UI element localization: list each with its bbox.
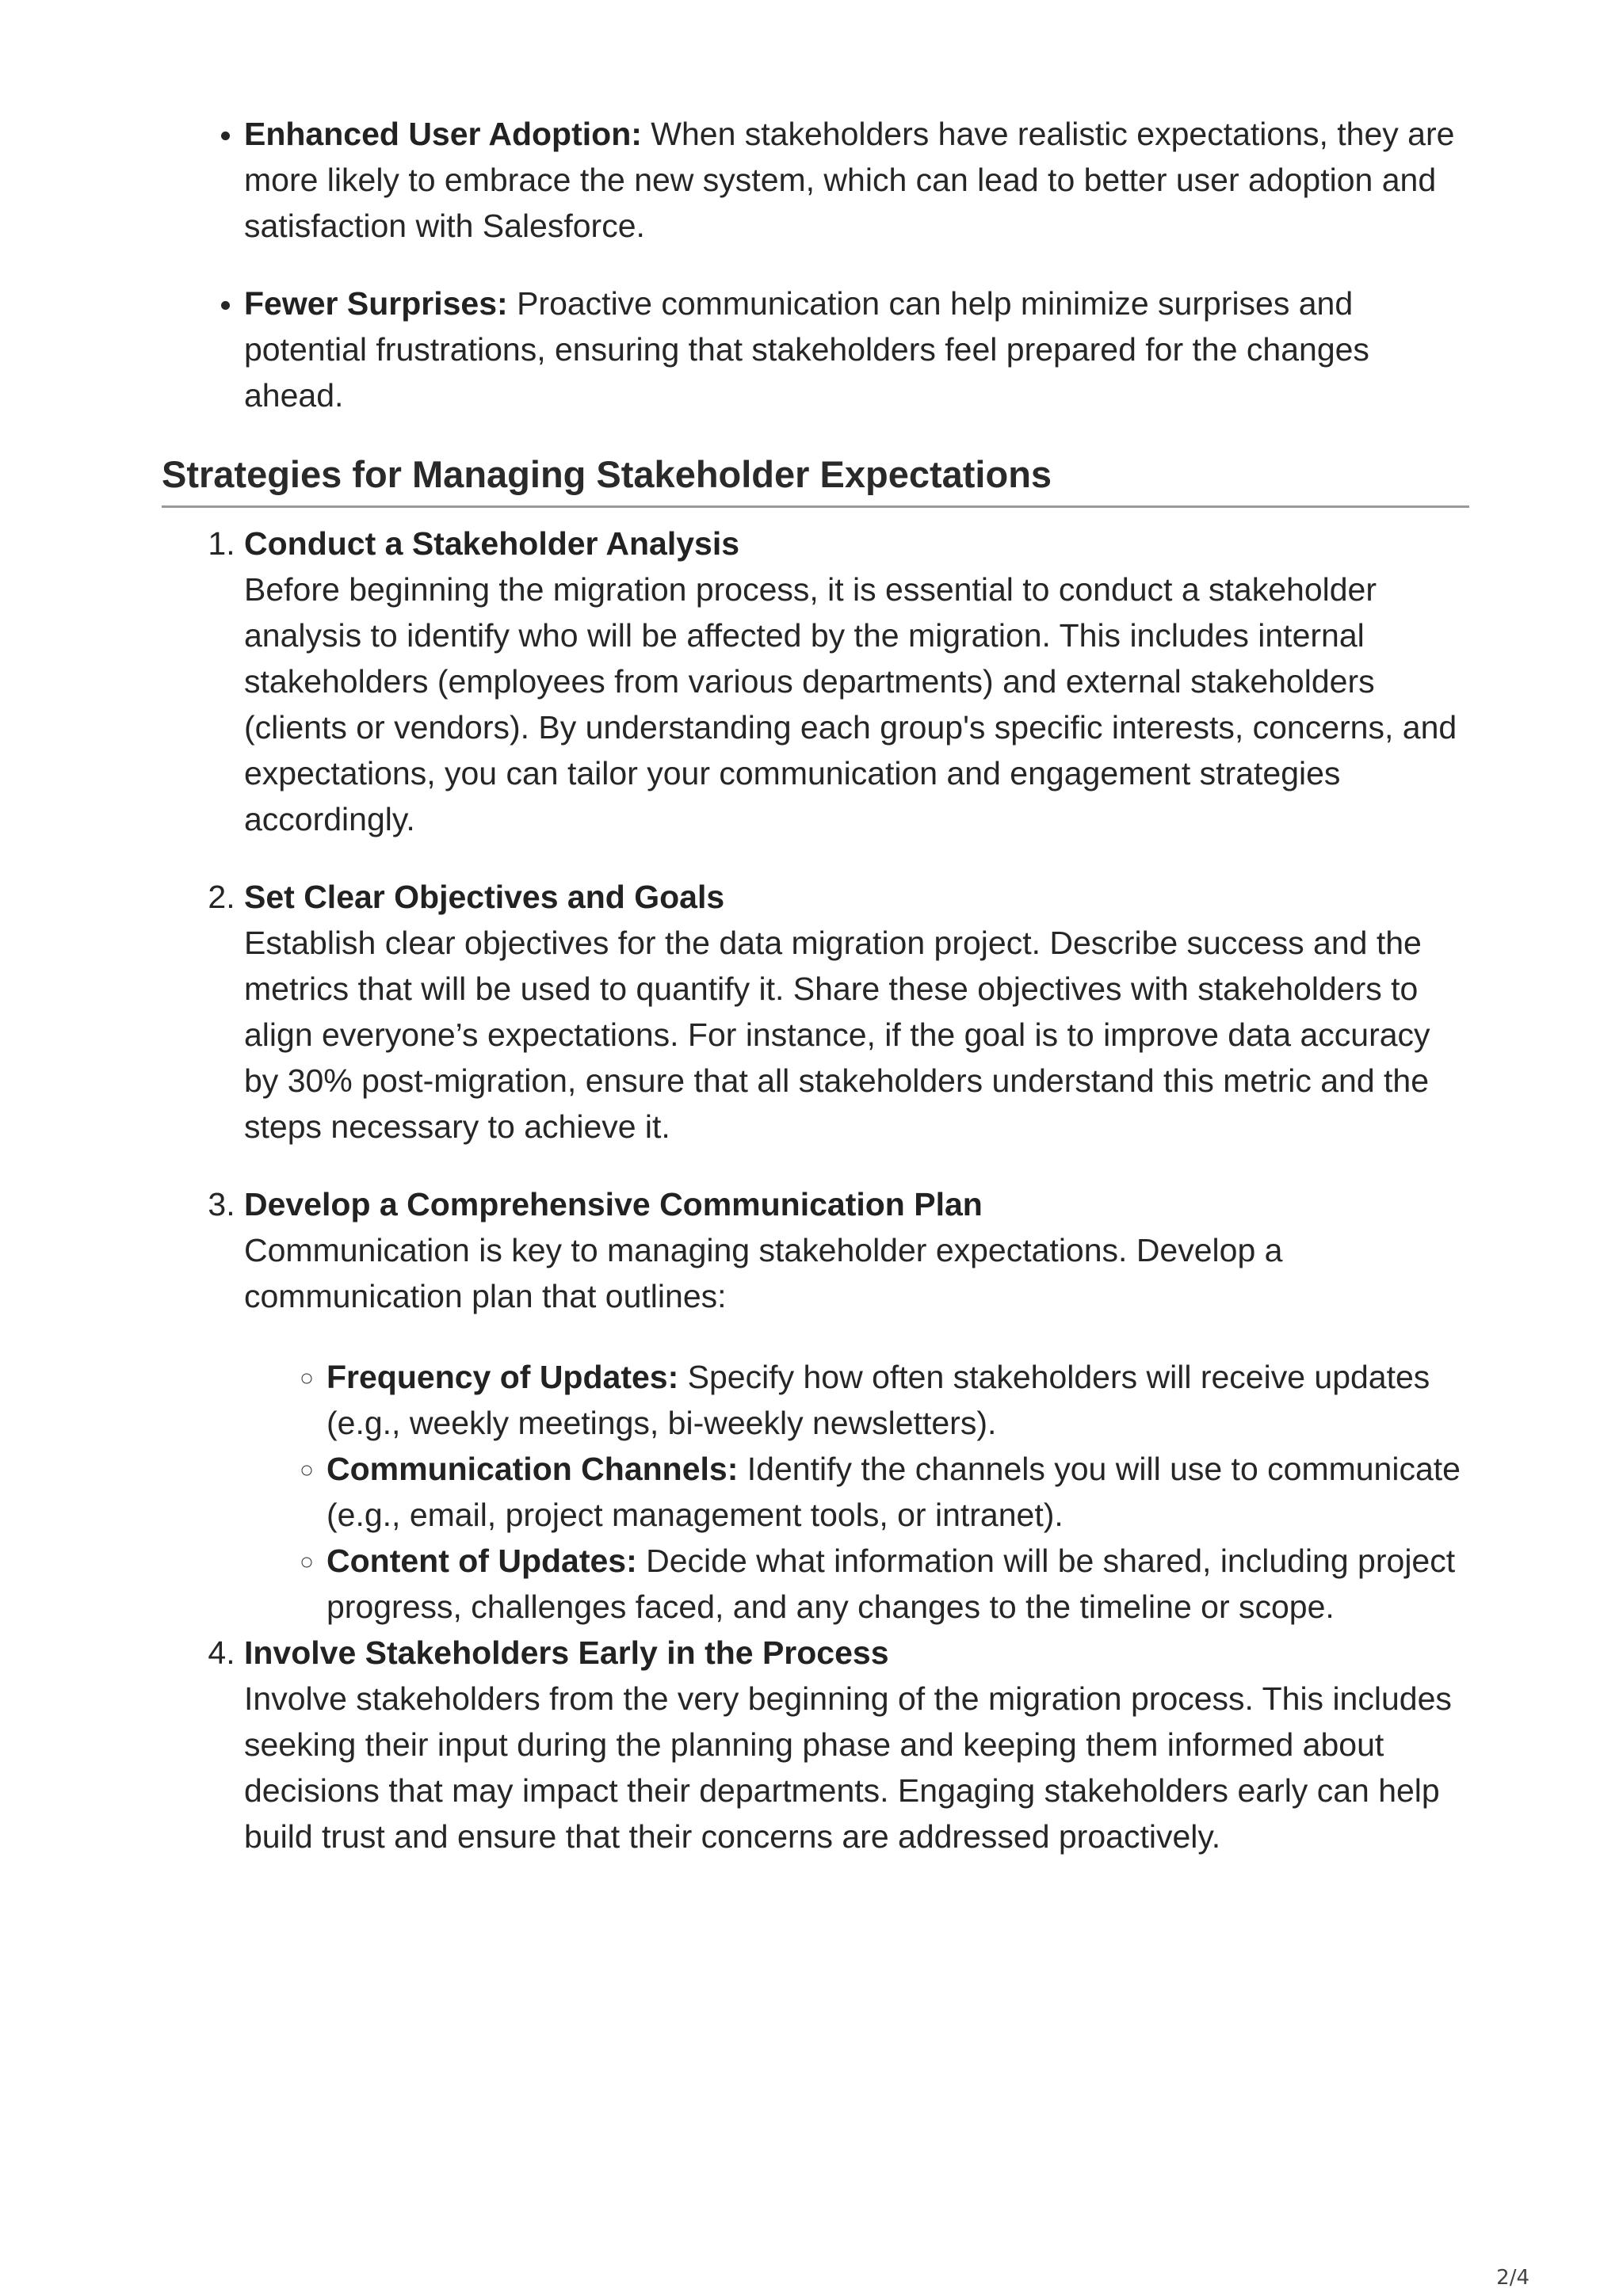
sub-item-label: Frequency of Updates: — [327, 1359, 679, 1395]
bullet-text: Proactive communication can help minimize surprises and potential frustrations, ensuring that stakeholders feel prepared for the changes ahead. — [244, 285, 1369, 414]
step-body: Involve stakeholders from the very beginning of the migration process. This includes seeking their input during the planning phase and keeping them informed about decisions that may impact their departments. Engaging stakeholders early can help build trust and ensure that their concerns are addressed proactively. — [244, 1680, 1452, 1855]
step-title: 4. Involve Stakeholders Early in the Process — [244, 1634, 889, 1671]
step-title: 1. Conduct a Stakeholder Analysis — [244, 525, 740, 562]
step-body: Establish clear objectives for the data migration project. Describe success and the metrics that will be used to quantify it. Share these objectives with stakeholders to align everyone’s expectations. For instance, if the goal is to improve data accuracy by 30% post-migration, ensure that all stakeholders understand this metric and the steps necessary to achieve it. — [244, 925, 1430, 1145]
step-item — [244, 1630, 1469, 1859]
page-number: 2/4 — [1496, 2266, 1529, 2290]
sub-list-item — [327, 1538, 1469, 1630]
sub-item-label: Communication Channels: — [327, 1451, 739, 1487]
strategies-list — [162, 521, 1469, 1859]
step-title: 2. Set Clear Objectives and Goals — [244, 879, 725, 915]
step-item — [244, 1181, 1469, 1630]
sub-item-label: Content of Updates: — [327, 1543, 637, 1579]
bullet-label: Fewer Surprises: — [244, 285, 508, 322]
sub-list-item — [327, 1446, 1469, 1538]
sub-item-text: Specify how often stakeholders will receive updates (e.g., weekly meetings, bi-weekly newsletters). — [327, 1359, 1430, 1441]
bullet-text: When stakeholders have realistic expectations, they are more likely to embrace the new system, which can lead to better user adoption and satisfaction with Salesforce. — [244, 116, 1455, 244]
list-item — [244, 111, 1469, 249]
sub-item-text: Decide what information will be shared, including project progress, challenges faced, and any changes to the timeline or scope. — [327, 1543, 1456, 1625]
step-item — [244, 521, 1469, 842]
step-body: Communication is key to managing stakeholder expectations. Develop a communication plan that outlines: — [244, 1232, 1283, 1314]
section-heading: Strategies for Managing Stakeholder Expectations — [162, 450, 1469, 508]
sub-list-item — [327, 1354, 1469, 1446]
bullet-label: Enhanced User Adoption: — [244, 116, 642, 152]
step-body: Before beginning the migration process, it is essential to conduct a stakeholder analysis to identify who will be affected by the migration. This includes internal stakeholders (employees from various departments) and external stakeholders (clients or vendors). By understanding each group's specific interests, concerns, and expectations, you can tailor your communication and engagement strategies accordingly. — [244, 571, 1457, 837]
step-title: 3. Develop a Comprehensive Communication Plan — [244, 1186, 983, 1222]
step-item — [244, 874, 1469, 1150]
sub-item-text: Identify the channels you will use to communicate (e.g., email, project management tools, or intranet). — [327, 1451, 1461, 1533]
page-content — [162, 111, 1469, 1891]
benefits-list — [162, 111, 1469, 418]
list-item — [244, 280, 1469, 418]
communication-plan-list — [244, 1354, 1469, 1630]
